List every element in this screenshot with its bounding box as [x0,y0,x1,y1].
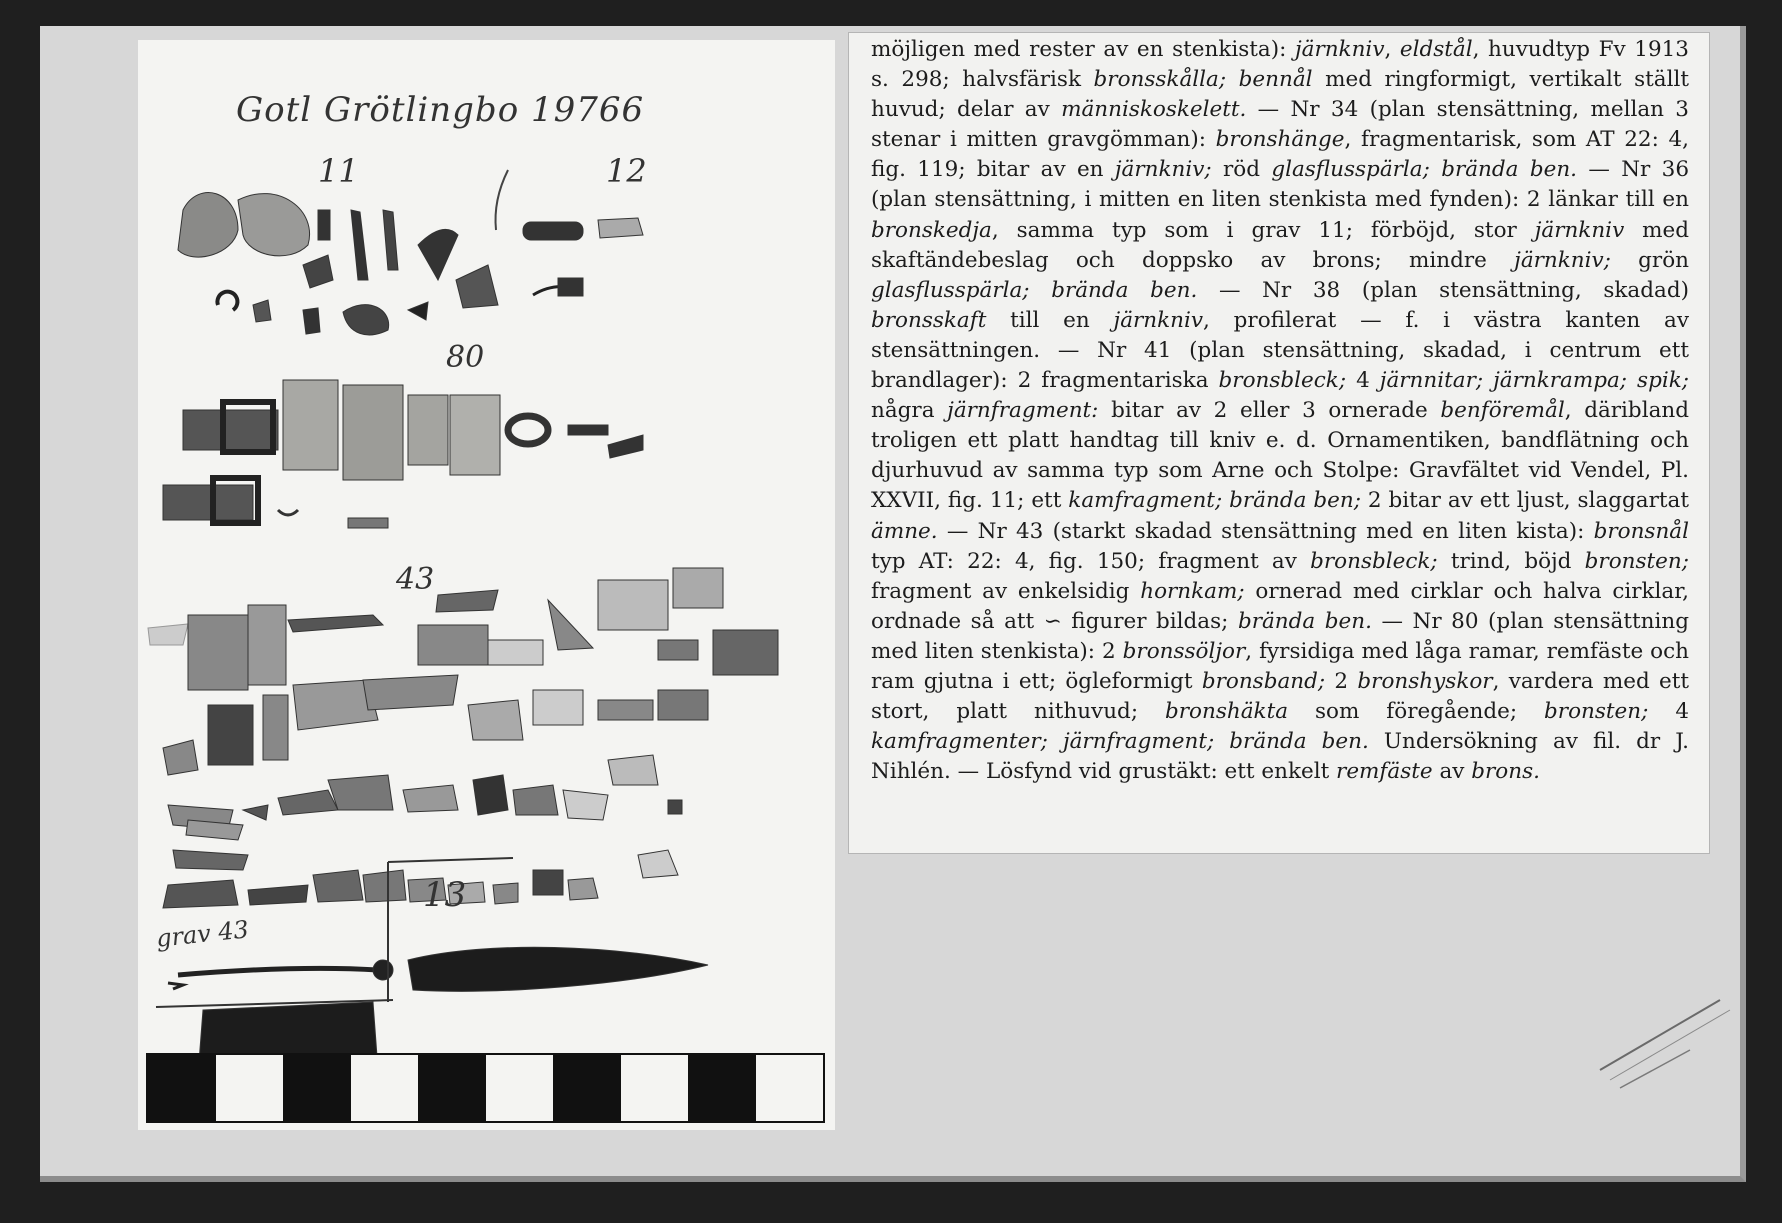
italic-term: hornkam; [1140,578,1245,604]
italic-term: järnkniv [1113,307,1204,333]
text-run: , däribland troligen ett platt handtag till kniv e. d. Ornamentiken, bandflätning och djurhuvud av samma typ som Arne och Stolpe: Gravfältet vid Vendel, Pl. XXVII, fig. 11; ett [871,398,1689,514]
italic-term: remfäste [1336,759,1433,785]
text-run: , [1384,37,1400,62]
grave-12-label: 12 [606,152,647,190]
text-run: 4 [1648,699,1690,725]
grave-11-label: 11 [318,152,359,190]
italic-term: bronsbleck; [1310,548,1438,574]
italic-term: järnkniv [1534,217,1625,243]
text-run: bitar av 2 eller 3 ornerade [1098,398,1441,424]
text-run: — Nr 43 (starkt skadad stensättning med en liten kista): [937,518,1594,544]
text-run: grön [1610,247,1689,273]
photo-caption: Gotl Grötlingbo 19766 [236,90,645,130]
text-run: , profilerat — f. i västra kanten av stensättningen. — Nr 41 (plan stensättning, skadad, i centrum ett brandlager): 2 fragmentariska [871,307,1690,394]
text-run: 4 [1346,368,1380,394]
text-run: , fragmentarisk, som AT 22: 4, fig. 119; bitar av en [871,127,1689,183]
text-run: — Nr 80 (plan stensättning med liten stenkista): 2 [871,608,1689,664]
text-run: fragment av enkelsidig [871,578,1141,604]
italic-term: bronssöljor [1122,638,1246,664]
text-run: — Nr 36 (plan stensättning, i mitten en liten stenkista med fynden): 2 länkar till en [871,157,1690,213]
italic-term: järnkniv; [1114,157,1212,183]
italic-term: järnkniv; [1514,247,1611,273]
italic-term: bronsten; [1584,548,1689,574]
text-run: med skaftändebeslag och doppsko av brons; mindre [871,217,1689,273]
italic-term: bronshäkta [1165,699,1289,725]
italic-term: kamfragmenter; järnfragment; brända ben. [871,729,1369,755]
italic-term: glasflusspärla; brända ben. [871,277,1198,303]
italic-term: bronsband; [1201,668,1326,694]
italic-term: bronsskaft [871,307,987,333]
text-run: 2 [1325,668,1358,694]
text-run: trind, böjd [1437,548,1585,574]
text-run: , vardera med ett stort, platt nithuvud; [871,668,1689,725]
italic-term: kamfragment; brända ben; [1068,488,1361,514]
text-run: , huvudtyp Fv 1913 s. 298; halvsfärisk [871,37,1689,93]
italic-term: benföremål [1440,398,1565,424]
italic-term: eldstål [1399,37,1473,62]
grave-43-label: 43 [396,562,435,597]
grave-13-label: 13 [423,875,467,915]
italic-term: bronsten; [1544,699,1649,725]
italic-term: ämne. [871,518,938,544]
text-run: , fyrsidiga med låga ramar, remfäste och ram gjutna i ett; ögleformigt [871,638,1689,694]
text-run: ornerad med cirklar och halva cirklar, ordnade så att ∽ figurer bildas; [871,578,1689,634]
italic-term: brända ben. [1237,608,1372,634]
grave-80-label: 80 [446,340,485,375]
italic-term: bronshänge [1215,127,1345,153]
text-run: , samma typ som i grav 11; förböjd, stor [991,217,1535,243]
text-run: som föregående; [1288,699,1545,725]
italic-term: bronskedja [871,217,992,243]
text-run: av [1432,759,1472,785]
text-run: med ringformigt, vertikalt ställt huvud; delar av [871,67,1689,123]
italic-term: glasflusspärla; brända ben. [1271,157,1578,183]
text-run: möjligen med rester av en stenkista): [871,37,1295,62]
italic-term: brons. [1471,759,1540,785]
italic-term: människoskelett. [1061,97,1247,123]
grav-43-note: grav 43 [154,915,251,953]
text-run: 2 bitar av ett ljust, slaggartat [1360,488,1689,514]
text-run: typ AT: 22: 4, fig. 150; fragment av [871,548,1311,574]
text-run: röd [1211,157,1272,183]
text-run: Undersökning av fil. dr J. Nihlén. — Lösfynd vid grustäkt: ett enkelt [871,729,1689,785]
text-run: till en [986,307,1114,333]
italic-term: järnkniv [1294,37,1385,62]
italic-term: bronsnål [1593,518,1689,544]
italic-term: bronsskålla; bennål [1093,67,1313,93]
italic-term: bronshyskor [1357,668,1493,694]
italic-term: järnnitar; järnkrampa; spik; [1379,368,1689,394]
text-run: några [871,398,948,424]
text-run: — Nr 38 (plan stensättning, skadad) [1197,277,1689,303]
italic-term: järnfragment: [947,398,1099,424]
text-run: — Nr 34 (plan stensättning, mellan 3 stenar i mitten gravgömman): [871,97,1689,153]
italic-term: bronsbleck; [1218,368,1347,394]
